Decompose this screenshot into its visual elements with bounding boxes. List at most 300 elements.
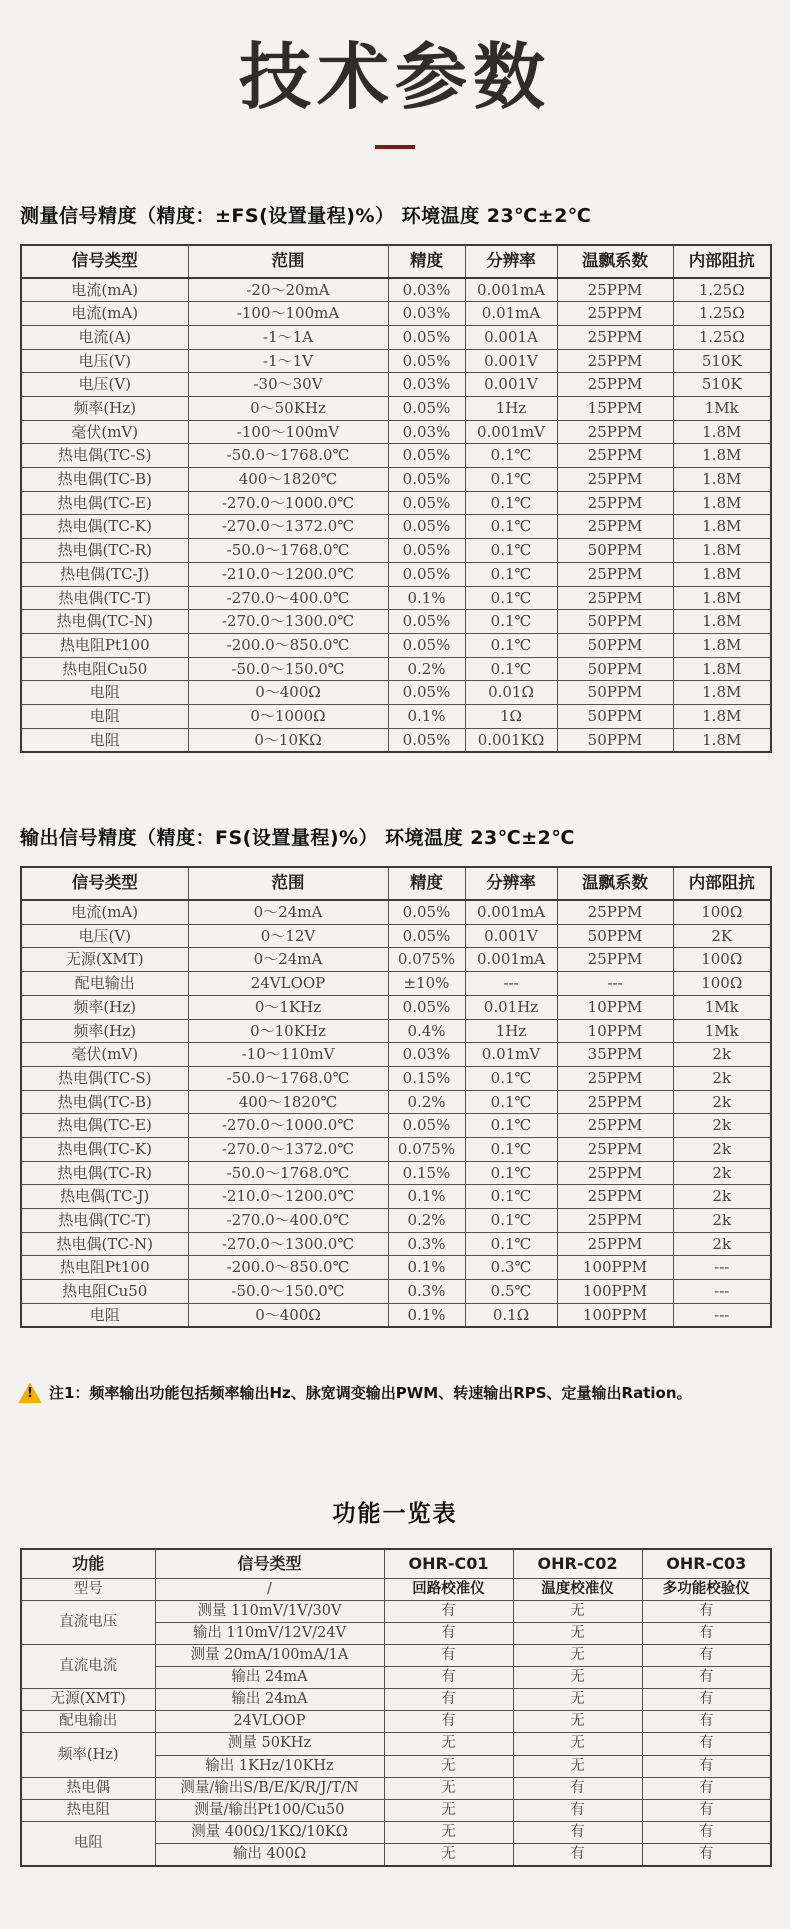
table-cell: 2k bbox=[673, 1209, 771, 1233]
table-cell: 25PPM bbox=[557, 1137, 673, 1161]
availability-cell: 有 bbox=[384, 1667, 513, 1689]
table-cell: 热电偶(TC-T) bbox=[21, 586, 188, 610]
table-cell: 0.001mA bbox=[465, 278, 557, 302]
table-cell: 0.075% bbox=[388, 1137, 465, 1161]
table-row bbox=[21, 728, 771, 752]
table-row bbox=[21, 562, 771, 586]
table-cell: 1.8M bbox=[673, 704, 771, 728]
availability-cell: 无 bbox=[513, 1711, 642, 1733]
table-cell: 25PPM bbox=[557, 562, 673, 586]
table-row bbox=[21, 278, 771, 302]
table-cell: 电压(V) bbox=[21, 349, 188, 373]
model-name-cell: 温度校准仪 bbox=[513, 1578, 642, 1600]
table-cell: 0～1000Ω bbox=[188, 704, 388, 728]
table-cell: 电阻 bbox=[21, 728, 188, 752]
signal-cell: 测量 20mA/100mA/1A bbox=[155, 1644, 384, 1666]
signal-cell: 输出 24mA bbox=[155, 1667, 384, 1689]
table-cell: / bbox=[155, 1578, 384, 1600]
signal-cell: 输出 1KHz/10KHz bbox=[155, 1755, 384, 1777]
table-cell: 50PPM bbox=[557, 610, 673, 634]
table-row bbox=[21, 586, 771, 610]
table-cell: 0.1℃ bbox=[465, 1185, 557, 1209]
availability-cell: 无 bbox=[513, 1755, 642, 1777]
availability-cell: 无 bbox=[384, 1844, 513, 1867]
output-section-heading: 输出信号精度（精度：FS(设置量程)%） 环境温度 23℃±2℃ bbox=[20, 827, 575, 850]
table-cell: -210.0～1200.0℃ bbox=[188, 562, 388, 586]
table-cell: 25PPM bbox=[557, 1232, 673, 1256]
table-cell: 25PPM bbox=[557, 515, 673, 539]
availability-cell: 无 bbox=[384, 1821, 513, 1843]
table-cell: 15PPM bbox=[557, 397, 673, 421]
table-cell: 0.1℃ bbox=[465, 1114, 557, 1138]
table-cell: 0.3% bbox=[388, 1280, 465, 1304]
function-cell: 直流电流 bbox=[21, 1644, 155, 1688]
table-cell: -270.0～1000.0℃ bbox=[188, 1114, 388, 1138]
table-cell: 0.1℃ bbox=[465, 633, 557, 657]
column-header: 精度 bbox=[388, 867, 465, 900]
table-cell: -1～1A bbox=[188, 325, 388, 349]
table-cell: 0.1% bbox=[388, 1303, 465, 1327]
table-cell: -270.0～1372.0℃ bbox=[188, 515, 388, 539]
table-cell: 0.2% bbox=[388, 1209, 465, 1233]
table-row bbox=[21, 610, 771, 634]
table-row bbox=[21, 1644, 771, 1666]
table-cell: 热电阻Cu50 bbox=[21, 1280, 188, 1304]
availability-cell: 有 bbox=[642, 1644, 771, 1666]
availability-cell: 有 bbox=[642, 1733, 771, 1755]
model-name-cell: 多功能校验仪 bbox=[642, 1578, 771, 1600]
table-cell: 0.05% bbox=[388, 562, 465, 586]
table-cell: 0.1℃ bbox=[465, 1161, 557, 1185]
table-cell: 0.1℃ bbox=[465, 562, 557, 586]
table-cell: 1.8M bbox=[673, 586, 771, 610]
table-cell: 0.05% bbox=[388, 349, 465, 373]
table-cell: 25PPM bbox=[557, 302, 673, 326]
table-cell: 1Mk bbox=[673, 397, 771, 421]
column-header: 精度 bbox=[388, 245, 465, 278]
table-cell: 25PPM bbox=[557, 349, 673, 373]
column-header: 内部阻抗 bbox=[673, 867, 771, 900]
table-cell: 0.05% bbox=[388, 515, 465, 539]
table-cell: 频率(Hz) bbox=[21, 397, 188, 421]
table-row bbox=[21, 1209, 771, 1233]
availability-cell: 无 bbox=[384, 1777, 513, 1799]
table-row bbox=[21, 1303, 771, 1327]
table-cell: 1.8M bbox=[673, 657, 771, 681]
table-cell: 0.05% bbox=[388, 995, 465, 1019]
table-cell: 0～400Ω bbox=[188, 1303, 388, 1327]
table-cell: -270.0～1300.0℃ bbox=[188, 1232, 388, 1256]
table-cell: 1Mk bbox=[673, 1019, 771, 1043]
table-row bbox=[21, 468, 771, 492]
table-cell: 0.05% bbox=[388, 397, 465, 421]
availability-cell: 有 bbox=[642, 1799, 771, 1821]
table-row bbox=[21, 515, 771, 539]
table-cell: 0.03% bbox=[388, 1043, 465, 1067]
table-cell: 35PPM bbox=[557, 1043, 673, 1067]
table-cell: -100～100mA bbox=[188, 302, 388, 326]
table-cell: 0.5℃ bbox=[465, 1280, 557, 1304]
output-table-header bbox=[21, 867, 771, 900]
table-cell: 0.05% bbox=[388, 539, 465, 563]
table-cell: 1.8M bbox=[673, 468, 771, 492]
availability-cell: 有 bbox=[642, 1711, 771, 1733]
table-row bbox=[21, 1689, 771, 1711]
page-title: 技术参数 bbox=[238, 35, 551, 119]
table-cell: -270.0～1000.0℃ bbox=[188, 491, 388, 515]
table-cell: 0.4% bbox=[388, 1019, 465, 1043]
table-cell: -270.0～400.0℃ bbox=[188, 1209, 388, 1233]
table-row bbox=[21, 900, 771, 924]
table-cell: 1Hz bbox=[465, 1019, 557, 1043]
table-cell: 热电偶(TC-B) bbox=[21, 1090, 188, 1114]
measure-section-heading: 测量信号精度（精度：±FS(设置量程)%） 环境温度 23℃±2℃ bbox=[20, 204, 592, 227]
table-cell: -200.0～850.0℃ bbox=[188, 633, 388, 657]
column-header: 温飘系数 bbox=[557, 245, 673, 278]
table-cell: 50PPM bbox=[557, 539, 673, 563]
output-accuracy-section bbox=[0, 823, 790, 1328]
availability-cell: 有 bbox=[384, 1711, 513, 1733]
column-header: 信号类型 bbox=[21, 867, 188, 900]
table-row bbox=[21, 1777, 771, 1799]
table-cell: 0.05% bbox=[388, 900, 465, 924]
table-cell: -210.0～1200.0℃ bbox=[188, 1185, 388, 1209]
table-cell: -270.0～400.0℃ bbox=[188, 586, 388, 610]
table-cell: 配电输出 bbox=[21, 972, 188, 996]
availability-cell: 无 bbox=[513, 1667, 642, 1689]
table-row bbox=[21, 373, 771, 397]
table-cell: 热电偶(TC-B) bbox=[21, 468, 188, 492]
table-cell: 0.1℃ bbox=[465, 444, 557, 468]
table-cell: 0～50KHz bbox=[188, 397, 388, 421]
table-cell: --- bbox=[557, 972, 673, 996]
table-cell: 热电阻Cu50 bbox=[21, 657, 188, 681]
table-cell: 0.2% bbox=[388, 1090, 465, 1114]
table-cell: -50.0～150.0℃ bbox=[188, 1280, 388, 1304]
measure-spec-table bbox=[20, 244, 772, 754]
table-cell: 0.01mA bbox=[465, 302, 557, 326]
table-cell: 0.1℃ bbox=[465, 539, 557, 563]
table-row bbox=[21, 1043, 771, 1067]
measure-accuracy-section bbox=[0, 201, 790, 754]
availability-cell: 有 bbox=[384, 1622, 513, 1644]
table-row bbox=[21, 704, 771, 728]
availability-cell: 有 bbox=[642, 1777, 771, 1799]
table-cell: 0.05% bbox=[388, 728, 465, 752]
table-cell: 2k bbox=[673, 1137, 771, 1161]
table-cell: 0.001KΩ bbox=[465, 728, 557, 752]
table-cell: 0.05% bbox=[388, 491, 465, 515]
availability-cell: 无 bbox=[384, 1755, 513, 1777]
table-cell: 0.05% bbox=[388, 610, 465, 634]
table-cell: 0.001mA bbox=[465, 900, 557, 924]
table-cell: 0.001mA bbox=[465, 948, 557, 972]
table-cell: 0.03% bbox=[388, 302, 465, 326]
table-cell: 1.8M bbox=[673, 610, 771, 634]
function-cell: 电阻 bbox=[21, 1821, 155, 1866]
availability-cell: 有 bbox=[642, 1689, 771, 1711]
table-cell: 0.05% bbox=[388, 1114, 465, 1138]
table-cell: 100PPM bbox=[557, 1280, 673, 1304]
note-text: 注1：频率输出功能包括频率输出Hz、脉宽调变输出PWM、转速输出RPS、定量输出Ration。 bbox=[49, 1384, 692, 1403]
table-cell: 0.01Ω bbox=[465, 681, 557, 705]
table-cell: 0.1% bbox=[388, 1256, 465, 1280]
table-row bbox=[21, 1137, 771, 1161]
table-cell: 2k bbox=[673, 1232, 771, 1256]
table-cell: 2k bbox=[673, 1090, 771, 1114]
table-cell: 100Ω bbox=[673, 972, 771, 996]
table-cell: 热电偶(TC-K) bbox=[21, 515, 188, 539]
availability-cell: 有 bbox=[642, 1821, 771, 1843]
table-cell: 2k bbox=[673, 1066, 771, 1090]
table-cell: -10～110mV bbox=[188, 1043, 388, 1067]
table-cell: 25PPM bbox=[557, 278, 673, 302]
table-cell: 0.1℃ bbox=[465, 586, 557, 610]
table-row bbox=[21, 397, 771, 421]
table-row bbox=[21, 1066, 771, 1090]
table-cell: 100Ω bbox=[673, 948, 771, 972]
table-row bbox=[21, 1280, 771, 1304]
table-cell: 100PPM bbox=[557, 1256, 673, 1280]
table-cell: 50PPM bbox=[557, 728, 673, 752]
signal-cell: 测量/输出Pt100/Cu50 bbox=[155, 1799, 384, 1821]
table-cell: 0.15% bbox=[388, 1066, 465, 1090]
table-cell: 1.8M bbox=[673, 515, 771, 539]
table-row bbox=[21, 302, 771, 326]
table-row bbox=[21, 1185, 771, 1209]
table-cell: 1.8M bbox=[673, 444, 771, 468]
column-header: 分辨率 bbox=[465, 867, 557, 900]
model-name-cell: 回路校准仪 bbox=[384, 1578, 513, 1600]
table-cell: 热电偶(TC-N) bbox=[21, 610, 188, 634]
table-cell: 频率(Hz) bbox=[21, 995, 188, 1019]
table-cell: 25PPM bbox=[557, 373, 673, 397]
table-cell: 0.05% bbox=[388, 681, 465, 705]
table-cell: 毫伏(mV) bbox=[21, 420, 188, 444]
table-cell: 热电偶(TC-J) bbox=[21, 562, 188, 586]
table-cell: -200.0～850.0℃ bbox=[188, 1256, 388, 1280]
table-cell: -50.0～1768.0℃ bbox=[188, 1066, 388, 1090]
table-cell: 0.1℃ bbox=[465, 1090, 557, 1114]
table-row bbox=[21, 539, 771, 563]
column-header: 温飘系数 bbox=[557, 867, 673, 900]
table-cell: 无源(XMT) bbox=[21, 948, 188, 972]
measure-table-body bbox=[21, 278, 771, 753]
table-cell: 25PPM bbox=[557, 468, 673, 492]
table-cell: -270.0～1300.0℃ bbox=[188, 610, 388, 634]
availability-cell: 无 bbox=[513, 1600, 642, 1622]
table-cell: 0～400Ω bbox=[188, 681, 388, 705]
table-cell: 0～10KHz bbox=[188, 1019, 388, 1043]
table-cell: 25PPM bbox=[557, 1161, 673, 1185]
table-cell: --- bbox=[673, 1256, 771, 1280]
table-row bbox=[21, 349, 771, 373]
table-cell: -100～100mV bbox=[188, 420, 388, 444]
availability-cell: 无 bbox=[513, 1689, 642, 1711]
function-cell: 配电输出 bbox=[21, 1711, 155, 1733]
availability-cell: 有 bbox=[384, 1600, 513, 1622]
table-cell: 1.25Ω bbox=[673, 302, 771, 326]
table-cell: 0.1Ω bbox=[465, 1303, 557, 1327]
table-cell: 0.1℃ bbox=[465, 491, 557, 515]
table-cell: -20～20mA bbox=[188, 278, 388, 302]
table-cell: 0.001A bbox=[465, 325, 557, 349]
table-cell: 电流(A) bbox=[21, 325, 188, 349]
function-table-header bbox=[21, 1549, 771, 1578]
column-header: 范围 bbox=[188, 867, 388, 900]
table-cell: 0.03% bbox=[388, 373, 465, 397]
table-row bbox=[21, 681, 771, 705]
table-cell: 电阻 bbox=[21, 704, 188, 728]
table-cell: 24VLOOP bbox=[188, 972, 388, 996]
table-cell: 1Mk bbox=[673, 995, 771, 1019]
table-cell: 热电偶(TC-E) bbox=[21, 1114, 188, 1138]
table-cell: 25PPM bbox=[557, 1066, 673, 1090]
table-cell: -270.0～1372.0℃ bbox=[188, 1137, 388, 1161]
table-cell: 1.25Ω bbox=[673, 278, 771, 302]
table-cell: 100Ω bbox=[673, 900, 771, 924]
table-cell: 0.1℃ bbox=[465, 1137, 557, 1161]
table-cell: 0.1% bbox=[388, 586, 465, 610]
availability-cell: 无 bbox=[384, 1799, 513, 1821]
signal-cell: 24VLOOP bbox=[155, 1711, 384, 1733]
table-cell: 50PPM bbox=[557, 633, 673, 657]
table-row bbox=[21, 325, 771, 349]
table-cell: 25PPM bbox=[557, 1185, 673, 1209]
availability-cell: 有 bbox=[642, 1600, 771, 1622]
table-cell: -50.0～1768.0℃ bbox=[188, 539, 388, 563]
table-cell: 0～24mA bbox=[188, 948, 388, 972]
table-cell: 电流(mA) bbox=[21, 302, 188, 326]
column-header: 内部阻抗 bbox=[673, 245, 771, 278]
table-cell: 0.1% bbox=[388, 704, 465, 728]
column-header: 范围 bbox=[188, 245, 388, 278]
table-row bbox=[21, 1019, 771, 1043]
table-cell: 0～12V bbox=[188, 924, 388, 948]
table-cell: 2K bbox=[673, 924, 771, 948]
page bbox=[0, 36, 790, 1913]
table-row bbox=[21, 491, 771, 515]
table-cell: 热电偶(TC-T) bbox=[21, 1209, 188, 1233]
table-cell: 0.05% bbox=[388, 633, 465, 657]
table-row bbox=[21, 995, 771, 1019]
table-row bbox=[21, 1733, 771, 1755]
table-row bbox=[21, 924, 771, 948]
column-header: OHR-C02 bbox=[513, 1549, 642, 1578]
signal-cell: 测量 110mV/1V/30V bbox=[155, 1600, 384, 1622]
table-row bbox=[21, 1161, 771, 1185]
table-cell: 热电偶(TC-R) bbox=[21, 539, 188, 563]
table-cell: 频率(Hz) bbox=[21, 1019, 188, 1043]
header-row bbox=[21, 245, 771, 278]
table-cell: -50.0～150.0℃ bbox=[188, 657, 388, 681]
table-cell: --- bbox=[465, 972, 557, 996]
column-header: OHR-C01 bbox=[384, 1549, 513, 1578]
table-row bbox=[21, 444, 771, 468]
table-row bbox=[21, 1114, 771, 1138]
title-accent-dash bbox=[375, 145, 415, 149]
table-cell: 0.01mV bbox=[465, 1043, 557, 1067]
availability-cell: 有 bbox=[513, 1844, 642, 1867]
table-cell: 0.1℃ bbox=[465, 1209, 557, 1233]
table-cell: 1.8M bbox=[673, 420, 771, 444]
table-cell: 1.8M bbox=[673, 491, 771, 515]
function-cell: 频率(Hz) bbox=[21, 1733, 155, 1777]
availability-cell: 有 bbox=[642, 1622, 771, 1644]
availability-cell: 有 bbox=[642, 1755, 771, 1777]
table-cell: 0.3℃ bbox=[465, 1256, 557, 1280]
availability-cell: 无 bbox=[513, 1733, 642, 1755]
table-cell: 0.03% bbox=[388, 420, 465, 444]
table-row bbox=[21, 420, 771, 444]
table-cell: 0.15% bbox=[388, 1161, 465, 1185]
table-cell: 电阻 bbox=[21, 1303, 188, 1327]
header-row bbox=[21, 1549, 771, 1578]
function-table-title: 功能一览表 bbox=[332, 1501, 458, 1528]
table-cell: 1Hz bbox=[465, 397, 557, 421]
table-cell: 0.03% bbox=[388, 278, 465, 302]
table-cell: 400～1820℃ bbox=[188, 468, 388, 492]
table-cell: 0.1% bbox=[388, 1185, 465, 1209]
signal-cell: 输出 400Ω bbox=[155, 1844, 384, 1867]
table-cell: 50PPM bbox=[557, 657, 673, 681]
table-cell: 0.1℃ bbox=[465, 468, 557, 492]
table-cell: 毫伏(mV) bbox=[21, 1043, 188, 1067]
table-cell: 0.01Hz bbox=[465, 995, 557, 1019]
column-header: OHR-C03 bbox=[642, 1549, 771, 1578]
table-cell: 1Ω bbox=[465, 704, 557, 728]
table-row bbox=[21, 1232, 771, 1256]
table-cell: 电流(mA) bbox=[21, 900, 188, 924]
function-cell: 无源(XMT) bbox=[21, 1689, 155, 1711]
availability-cell: 无 bbox=[513, 1622, 642, 1644]
availability-cell: 有 bbox=[642, 1667, 771, 1689]
function-cell: 热电阻 bbox=[21, 1799, 155, 1821]
table-cell: 2k bbox=[673, 1043, 771, 1067]
table-cell: 2k bbox=[673, 1114, 771, 1138]
table-cell: 25PPM bbox=[557, 1090, 673, 1114]
availability-cell: 有 bbox=[384, 1644, 513, 1666]
table-cell: 0.001V bbox=[465, 924, 557, 948]
table-cell: 热电阻Pt100 bbox=[21, 1256, 188, 1280]
table-cell: --- bbox=[673, 1303, 771, 1327]
table-row bbox=[21, 1090, 771, 1114]
table-cell: 0.001V bbox=[465, 349, 557, 373]
table-cell: 2k bbox=[673, 1161, 771, 1185]
table-cell: 热电偶(TC-S) bbox=[21, 1066, 188, 1090]
table-cell: -50.0～1768.0℃ bbox=[188, 444, 388, 468]
table-cell: -30～30V bbox=[188, 373, 388, 397]
output-table-body bbox=[21, 900, 771, 1327]
table-row bbox=[21, 1256, 771, 1280]
table-cell: 热电偶(TC-R) bbox=[21, 1161, 188, 1185]
table-cell: 2k bbox=[673, 1185, 771, 1209]
signal-cell: 测量 400Ω/1KΩ/10KΩ bbox=[155, 1821, 384, 1843]
table-cell: 50PPM bbox=[557, 681, 673, 705]
table-cell: 25PPM bbox=[557, 325, 673, 349]
table-cell: 电流(mA) bbox=[21, 278, 188, 302]
table-cell: 0.3% bbox=[388, 1232, 465, 1256]
table-row bbox=[21, 1600, 771, 1622]
availability-cell: 有 bbox=[513, 1821, 642, 1843]
table-cell: 0.1℃ bbox=[465, 657, 557, 681]
table-cell: 热电偶(TC-E) bbox=[21, 491, 188, 515]
table-cell: 510K bbox=[673, 349, 771, 373]
table-cell: 热电阻Pt100 bbox=[21, 633, 188, 657]
availability-cell: 有 bbox=[513, 1777, 642, 1799]
availability-cell: 无 bbox=[513, 1644, 642, 1666]
table-cell: 0.2% bbox=[388, 657, 465, 681]
